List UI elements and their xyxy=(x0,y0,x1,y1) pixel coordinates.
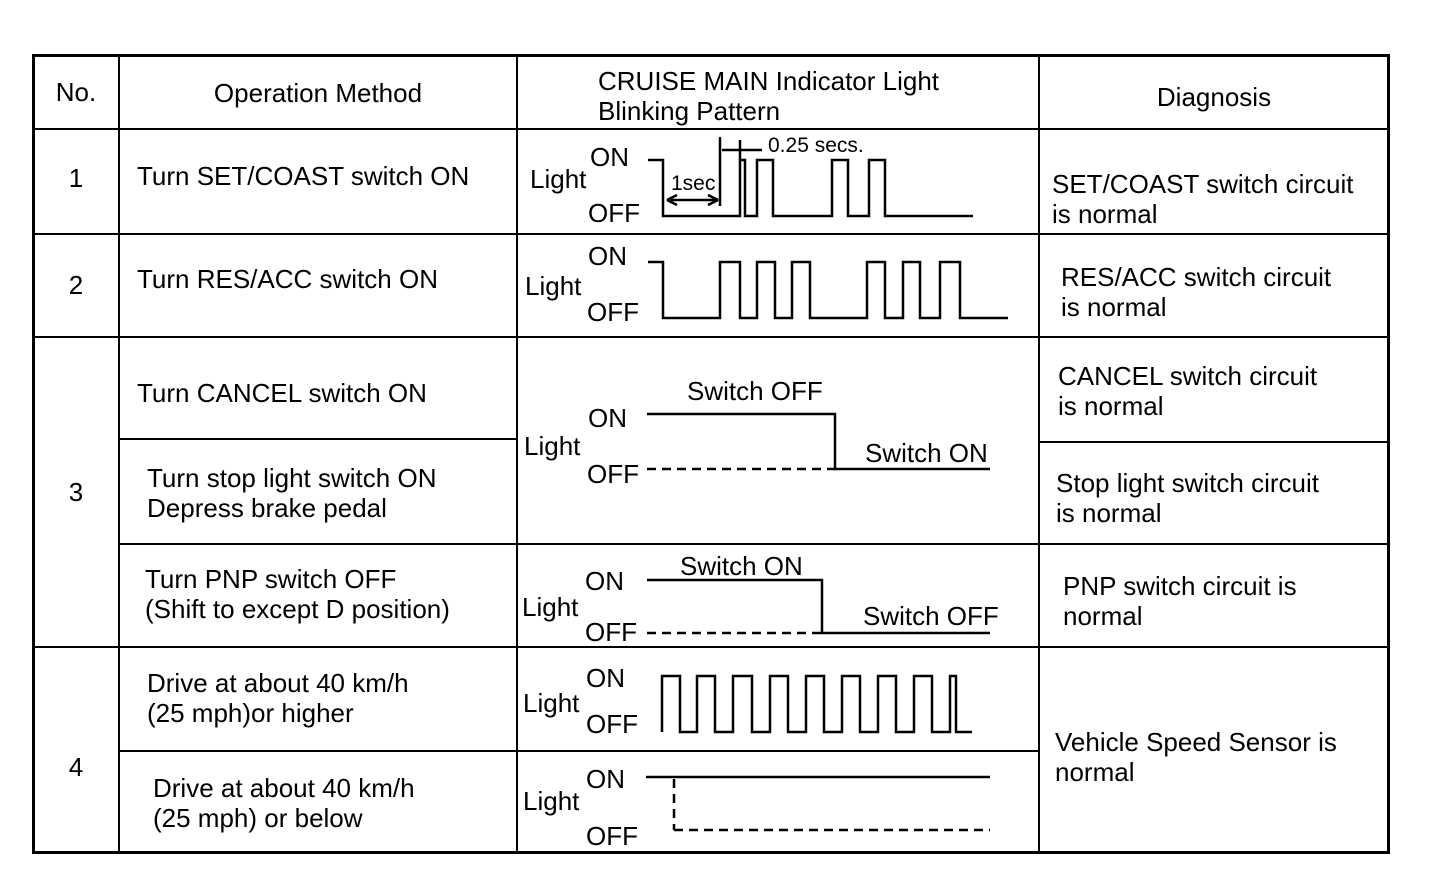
row4a-light-label: Light xyxy=(523,688,580,718)
row3a-diagnosis-line2: is normal xyxy=(1058,391,1164,421)
row1-diagnosis-line2: is normal xyxy=(1052,199,1158,229)
row1-diagnosis-line1: SET/COAST switch circuit xyxy=(1052,169,1354,199)
row4-diagnosis-line1: Vehicle Speed Sensor is xyxy=(1055,727,1337,757)
row2-off-label: OFF xyxy=(587,297,639,327)
row1-on-label: ON xyxy=(590,142,629,172)
row2-no: 2 xyxy=(68,270,84,300)
row3b-diagnosis-line1: Stop light switch circuit xyxy=(1056,468,1319,498)
row3-cancel-light-label: Light xyxy=(524,431,581,461)
row3-pnp-off-label: OFF xyxy=(585,617,637,647)
row3c-method-line2: (Shift to except D position) xyxy=(145,594,450,624)
row2-diagnosis-line1: RES/ACC switch circuit xyxy=(1061,262,1332,292)
row3c-diagnosis-line2: normal xyxy=(1063,601,1143,631)
header-pattern-line2: Blinking Pattern xyxy=(598,96,781,126)
row1-light-label: Light xyxy=(530,164,587,194)
header-pattern-line1: CRUISE MAIN Indicator Light xyxy=(598,66,940,96)
row1-method: Turn SET/COAST switch ON xyxy=(137,161,470,191)
row3a-diagnosis-line1: CANCEL switch circuit xyxy=(1058,361,1318,391)
row3b-method-line1: Turn stop light switch ON xyxy=(147,463,437,493)
row4-no: 4 xyxy=(68,752,84,782)
row4b-off-label: OFF xyxy=(586,821,638,851)
header-diagnosis: Diagnosis xyxy=(1156,82,1272,112)
row3-pnp-switch-on: Switch ON xyxy=(680,551,803,581)
row4a-on-label: ON xyxy=(586,663,625,693)
row2-method: Turn RES/ACC switch ON xyxy=(137,264,438,294)
row4b-method-line1: Drive at about 40 km/h xyxy=(153,773,415,803)
row4-diagnosis-line2: normal xyxy=(1055,757,1135,787)
row3-cancel-switch-on: Switch ON xyxy=(865,438,988,468)
row3-pnp-switch-off: Switch OFF xyxy=(863,601,999,631)
row3-cancel-switch-off: Switch OFF xyxy=(687,376,823,406)
row1-025sec-note: 0.25 secs. xyxy=(768,134,864,157)
row4a-method-line1: Drive at about 40 km/h xyxy=(147,668,409,698)
row4a-off-label: OFF xyxy=(586,709,638,739)
row1-no: 1 xyxy=(68,163,84,193)
row4a-method-line2: (25 mph)or higher xyxy=(147,698,354,728)
row2-on-label: ON xyxy=(588,241,627,271)
row3-no: 3 xyxy=(68,477,84,507)
row4b-method-line2: (25 mph) or below xyxy=(153,803,363,833)
row2-diagnosis-line2: is normal xyxy=(1061,292,1167,322)
row3-cancel-on-label: ON xyxy=(588,403,627,433)
row2-light-label: Light xyxy=(525,271,582,301)
row3c-method-line1: Turn PNP switch OFF xyxy=(145,564,397,594)
row3a-method: Turn CANCEL switch ON xyxy=(137,378,427,408)
row3-pnp-light-label: Light xyxy=(522,592,579,622)
row3-cancel-off-label: OFF xyxy=(587,459,639,489)
row4b-on-label: ON xyxy=(586,764,625,794)
row1-off-label: OFF xyxy=(588,198,640,228)
row3b-diagnosis-line2: is normal xyxy=(1056,498,1162,528)
row3-pnp-on-label: ON xyxy=(585,566,624,596)
row4b-light-label: Light xyxy=(523,786,580,816)
row3b-method-line2: Depress brake pedal xyxy=(147,493,387,523)
row1-1sec-note: 1sec xyxy=(671,172,716,195)
header-operation-method: Operation Method xyxy=(213,78,423,108)
header-no: No. xyxy=(55,77,97,107)
row3c-diagnosis-line1: PNP switch circuit is xyxy=(1063,571,1297,601)
